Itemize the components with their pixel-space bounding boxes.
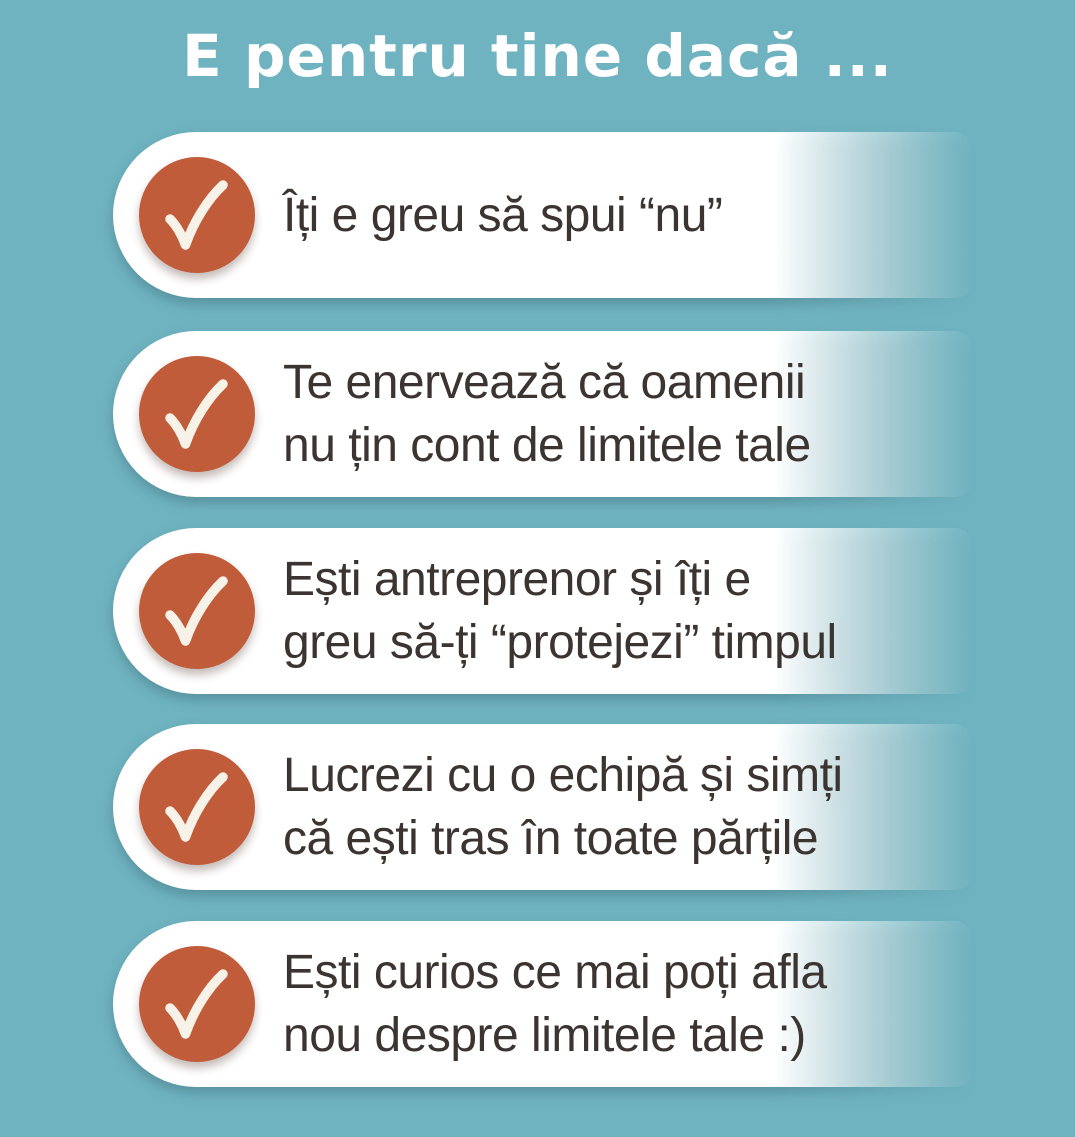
checkmark-icon — [139, 946, 255, 1062]
item-text-line: că ești tras în toate părțile — [283, 812, 819, 865]
item-text-line: greu să-ți “protejezi” timpul — [283, 616, 837, 669]
item-text — [283, 548, 837, 674]
check-badge — [139, 157, 255, 273]
checklist-item — [113, 528, 973, 694]
check-badge — [139, 946, 255, 1062]
item-text-line: Te enervează că oamenii — [283, 356, 806, 409]
check-badge — [139, 356, 255, 472]
checkmark-icon — [139, 553, 255, 669]
check-badge — [139, 749, 255, 865]
item-text-line: nou despre limitele tale :) — [283, 1009, 806, 1062]
item-text-line: Ești curios ce mai poți afla — [283, 946, 827, 999]
item-text — [283, 351, 811, 477]
page-title: E pentru tine dacă ... — [182, 22, 893, 90]
checklist-item — [113, 132, 973, 298]
item-text-line: Îți e greu să spui “nu” — [283, 188, 723, 242]
item-text-line: nu țin cont de limitele tale — [283, 419, 811, 472]
check-badge — [139, 553, 255, 669]
checkmark-icon — [139, 157, 255, 273]
checkmark-icon — [139, 356, 255, 472]
item-text-line: Ești antreprenor și îți e — [283, 553, 751, 606]
checklist-item — [113, 921, 973, 1087]
checklist-item — [113, 331, 973, 497]
checkmark-icon — [139, 749, 255, 865]
item-text — [283, 941, 827, 1067]
item-text — [283, 184, 722, 247]
item-text — [283, 744, 843, 870]
item-text-line: Lucrezi cu o echipă și simți — [283, 749, 843, 802]
checklist-item — [113, 724, 973, 890]
